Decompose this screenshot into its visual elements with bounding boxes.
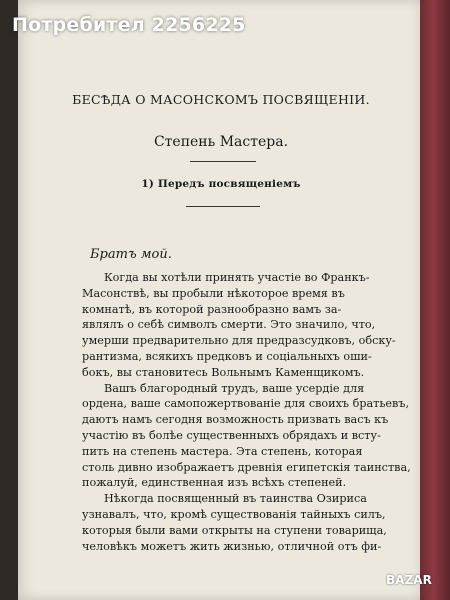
text-line: рантизма, всякихъ предковъ и соціальныхъ оши- [82,349,372,363]
text-line: комнатѣ, въ которой разнообразно вамъ за- [82,302,342,316]
book-page [18,0,424,600]
text-line: Нѣкогда посвященный въ таинства Озириса [104,492,367,506]
user-watermark: Потребител 2256225 [12,14,246,36]
text-line: являлъ о себѣ символъ смерти. Это значило, что, [82,318,376,332]
text-line: даютъ намъ сегодня возможность призвать васъ къ [82,413,389,427]
text-line: столь дивно изображаетъ древнія египетскія таинства, [82,460,411,474]
text-line: Когда вы хотѣли принять участіе во Франкъ- [104,271,370,284]
title-divider [190,161,256,162]
body-paragraphs [82,270,411,554]
text-line: Вашъ благородный трудъ, ваше усердіе для [104,381,365,395]
text-line: Масонствѣ, вы пробыли нѣкоторое время въ [82,286,345,300]
section-subtitle: 1) Передъ посвященіемъ [141,178,301,190]
salutation: Братъ мой. [90,247,172,262]
text-line: узнавалъ, что, кромѣ существованія тайныхъ силъ, [82,507,386,521]
text-line: участію въ болѣе существенныхъ обрядахъ и всту- [82,428,381,442]
text-line: которыя были вами открыты на ступени товарища, [82,523,387,537]
text-line: пожалуй, единственная изъ всѣхъ степеней. [82,476,347,490]
running-head: БЕСѢДА О МАСОНСКОМЪ ПОСВЯЩЕНІИ. [72,92,370,107]
degree-title: Степень Мастера. [153,134,289,150]
text-line: ордена, ваше самопожертвованіе для своихъ братьевъ, [82,397,410,411]
text-line: умерши предварительно для предразсудковъ, обску- [82,334,396,348]
text-line: пить на степень мастера. Эта степень, которая [82,444,363,458]
text-line: бокъ, вы становитесь Вольнымъ Каменщикомъ. [82,365,365,379]
text-line: человѣкъ можетъ жить жизнью, отличной отъ фи- [82,539,382,553]
site-logo: BAZAR [386,573,432,587]
section-divider [186,206,260,207]
book-cover-edge [420,0,450,600]
